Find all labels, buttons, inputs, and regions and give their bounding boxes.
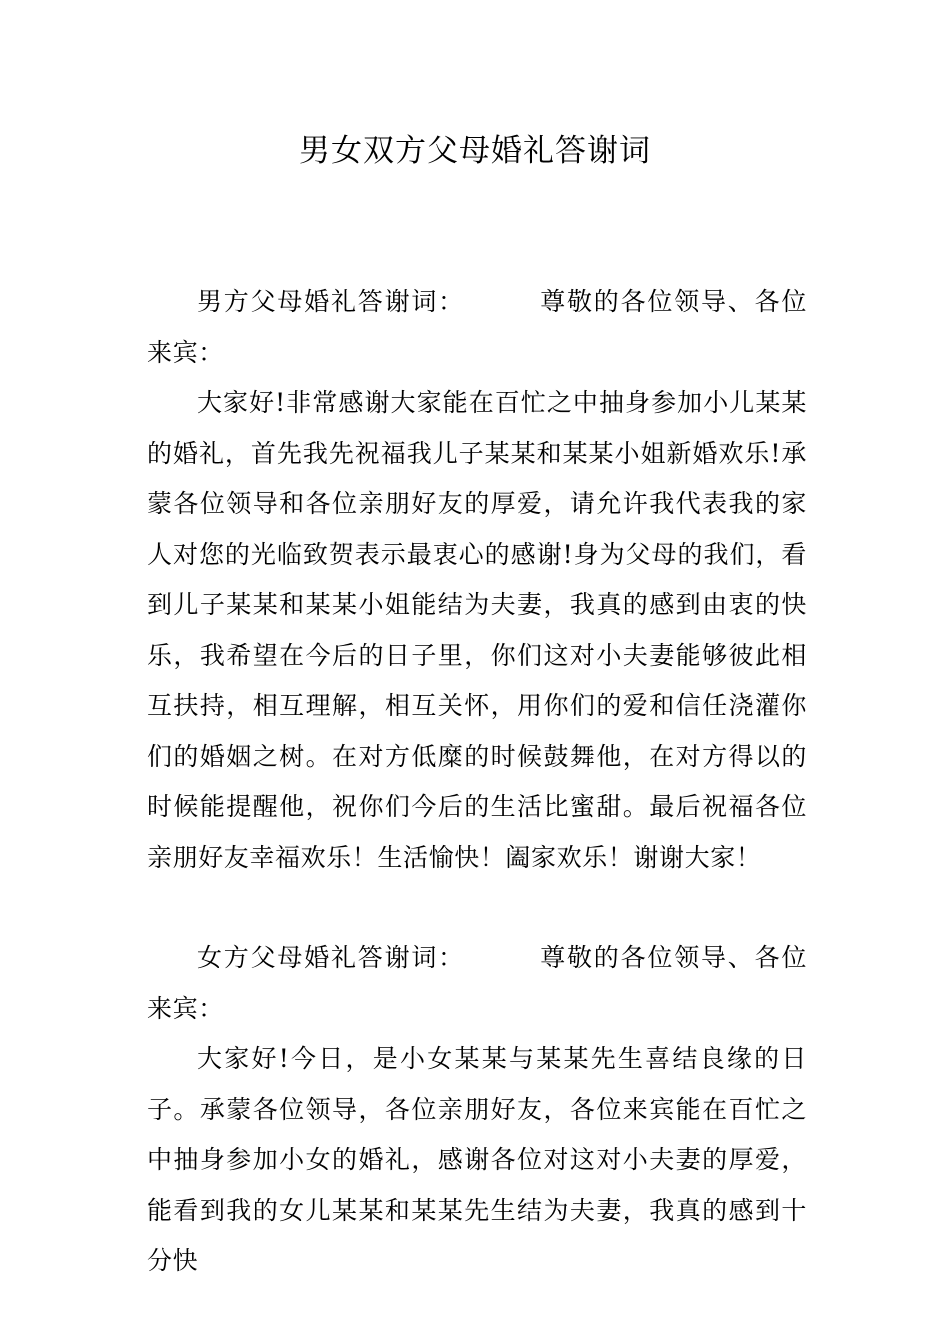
section-gap [147, 883, 807, 933]
groom-parents-salutation: 尊敬的各位领导、各位来宾： [147, 287, 807, 367]
groom-parents-speech: 大家好!非常感谢大家能在百忙之中抽身参加小儿某某的婚礼，首先我先祝福我儿子某某和某某小姐新婚欢乐!承蒙各位领导和各位亲朋好友的厚爱，请允许我代表我的家人对您的光临致贺表示最衷心的感谢!身为父母的我们，看到儿子某某和某某小姐能结为夫妻，我真的感到由衷的快乐，我希望在今后的日子里，你们这对小夫妻能够彼此相互扶持，相互理解，相互关怀，用你们的爱和信任浇灌你们的婚姻之树。在对方低糜的时候鼓舞他，在对方得以的时候能提醒他，祝你们今后的生活比蜜甜。最后祝福各位亲朋好友幸福欢乐！生活愉快！阖家欢乐！谢谢大家！ [147, 388, 807, 872]
bride-parents-section [147, 933, 807, 1287]
document-body [147, 277, 807, 1287]
bride-parents-salutation: 尊敬的各位领导、各位来宾： [147, 943, 807, 1023]
bride-parents-opening [147, 933, 807, 1034]
groom-parents-section [147, 277, 807, 883]
bride-parents-speech: 大家好!今日，是小女某某与某某先生喜结良缘的日子。承蒙各位领导，各位亲朋好友，各位来宾能在百忙之中抽身参加小女的婚礼，感谢各位对这对小夫妻的厚爱，能看到我的女儿某某和某某先生结为夫妻，我真的感到十分快 [147, 1044, 807, 1275]
document-title: 男女双方父母婚礼答谢词 [299, 133, 651, 169]
bride-parents-heading: 女方父母婚礼答谢词： [197, 943, 465, 972]
groom-parents-heading: 男方父母婚礼答谢词： [197, 287, 465, 316]
groom-parents-opening [147, 277, 807, 378]
